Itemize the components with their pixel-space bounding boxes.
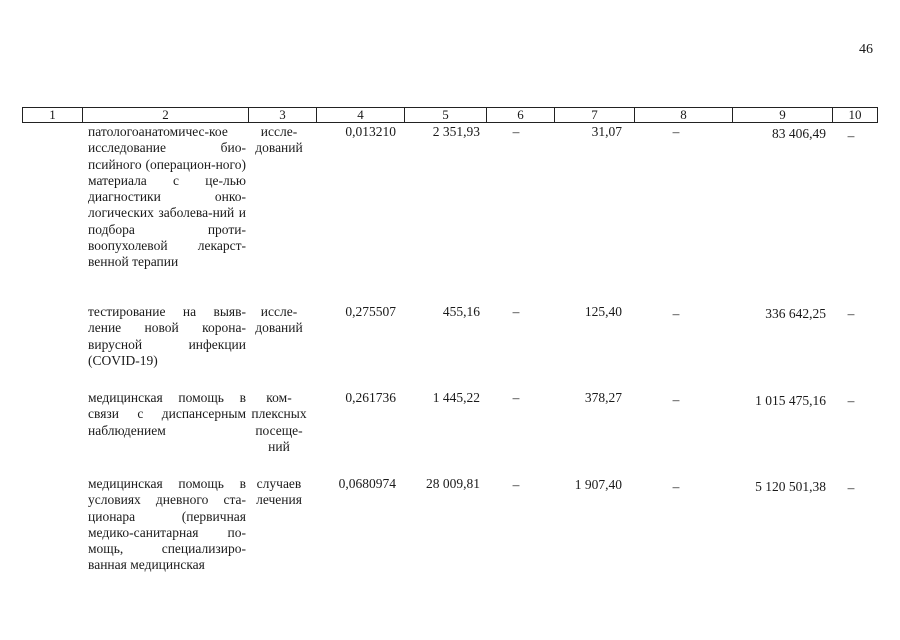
row-value-col7: 378,27 <box>584 390 622 405</box>
row-value-col9: 1 015 475,16 <box>755 393 826 408</box>
row-value-col6: – <box>512 477 520 492</box>
row-description: тестирование на выяв-ление новой корона-вирусной инфекции (COVID-19) <box>88 304 246 368</box>
row-value-col8: – <box>672 479 680 494</box>
row-value-col10: – <box>847 480 855 495</box>
column-header-8: 8 <box>635 108 733 122</box>
column-header-1: 1 <box>23 108 83 122</box>
column-header-2: 2 <box>83 108 249 122</box>
row-value-col9: 83 406,49 <box>772 126 826 141</box>
row-value-col5: 455,16 <box>442 304 480 319</box>
row-value-col5: 28 009,81 <box>426 476 480 491</box>
row-unit: случаев лечения <box>256 476 302 508</box>
row-value-col7: 31,07 <box>591 124 622 139</box>
column-header-4: 4 <box>317 108 405 122</box>
row-description: медицинская помощь в условиях дневного ста-ционара (первичная медико-санитарная по-мощь, специализиро-ванная медицинская <box>88 476 246 573</box>
row-value-col6: – <box>512 390 520 405</box>
page-number: 46 <box>859 42 873 57</box>
column-header-5: 5 <box>405 108 487 122</box>
row-unit: ком-плексных посеще-ний <box>251 390 307 454</box>
row-value-col6: – <box>512 124 520 139</box>
row-description: медицинская помощь в связи с диспансерным наблюдением <box>88 390 246 438</box>
row-value-col9: 5 120 501,38 <box>755 479 826 494</box>
row-value-col7: 125,40 <box>584 304 622 319</box>
row-value-col6: – <box>512 304 520 319</box>
row-value-col9: 336 642,25 <box>765 306 826 321</box>
row-value-col7: 1 907,40 <box>574 477 622 492</box>
row-unit: иссле-дований <box>255 304 303 336</box>
row-value-col10: – <box>847 128 855 143</box>
column-header-10: 10 <box>848 107 862 122</box>
column-header-7: 7 <box>555 108 635 122</box>
row-value-col4: 0,275507 <box>345 304 396 319</box>
row-value-col8: – <box>672 306 680 321</box>
row-value-col8: – <box>672 392 680 407</box>
column-header-3: 3 <box>249 108 317 122</box>
row-value-col10: – <box>847 306 855 321</box>
table-header-row <box>22 107 878 123</box>
row-value-col4: 0,261736 <box>345 390 396 405</box>
row-unit: иссле-дований <box>255 124 303 156</box>
row-value-col10: – <box>847 393 855 408</box>
column-header-6: 6 <box>487 108 555 122</box>
row-value-col5: 1 445,22 <box>432 390 480 405</box>
row-value-col8: – <box>672 124 680 139</box>
row-value-col5: 2 351,93 <box>432 124 480 139</box>
row-description: патологоанатомичес-кое исследование био-псийного (операцион-ного) материала с це-лью диагностики онко-логических заболева-ний и подбора проти-воопухолевой лекарст-венной терапии <box>88 124 246 270</box>
row-value-col4: 0,013210 <box>345 124 396 139</box>
column-header-9: 9 <box>733 108 833 122</box>
row-value-col4: 0,0680974 <box>338 476 396 491</box>
